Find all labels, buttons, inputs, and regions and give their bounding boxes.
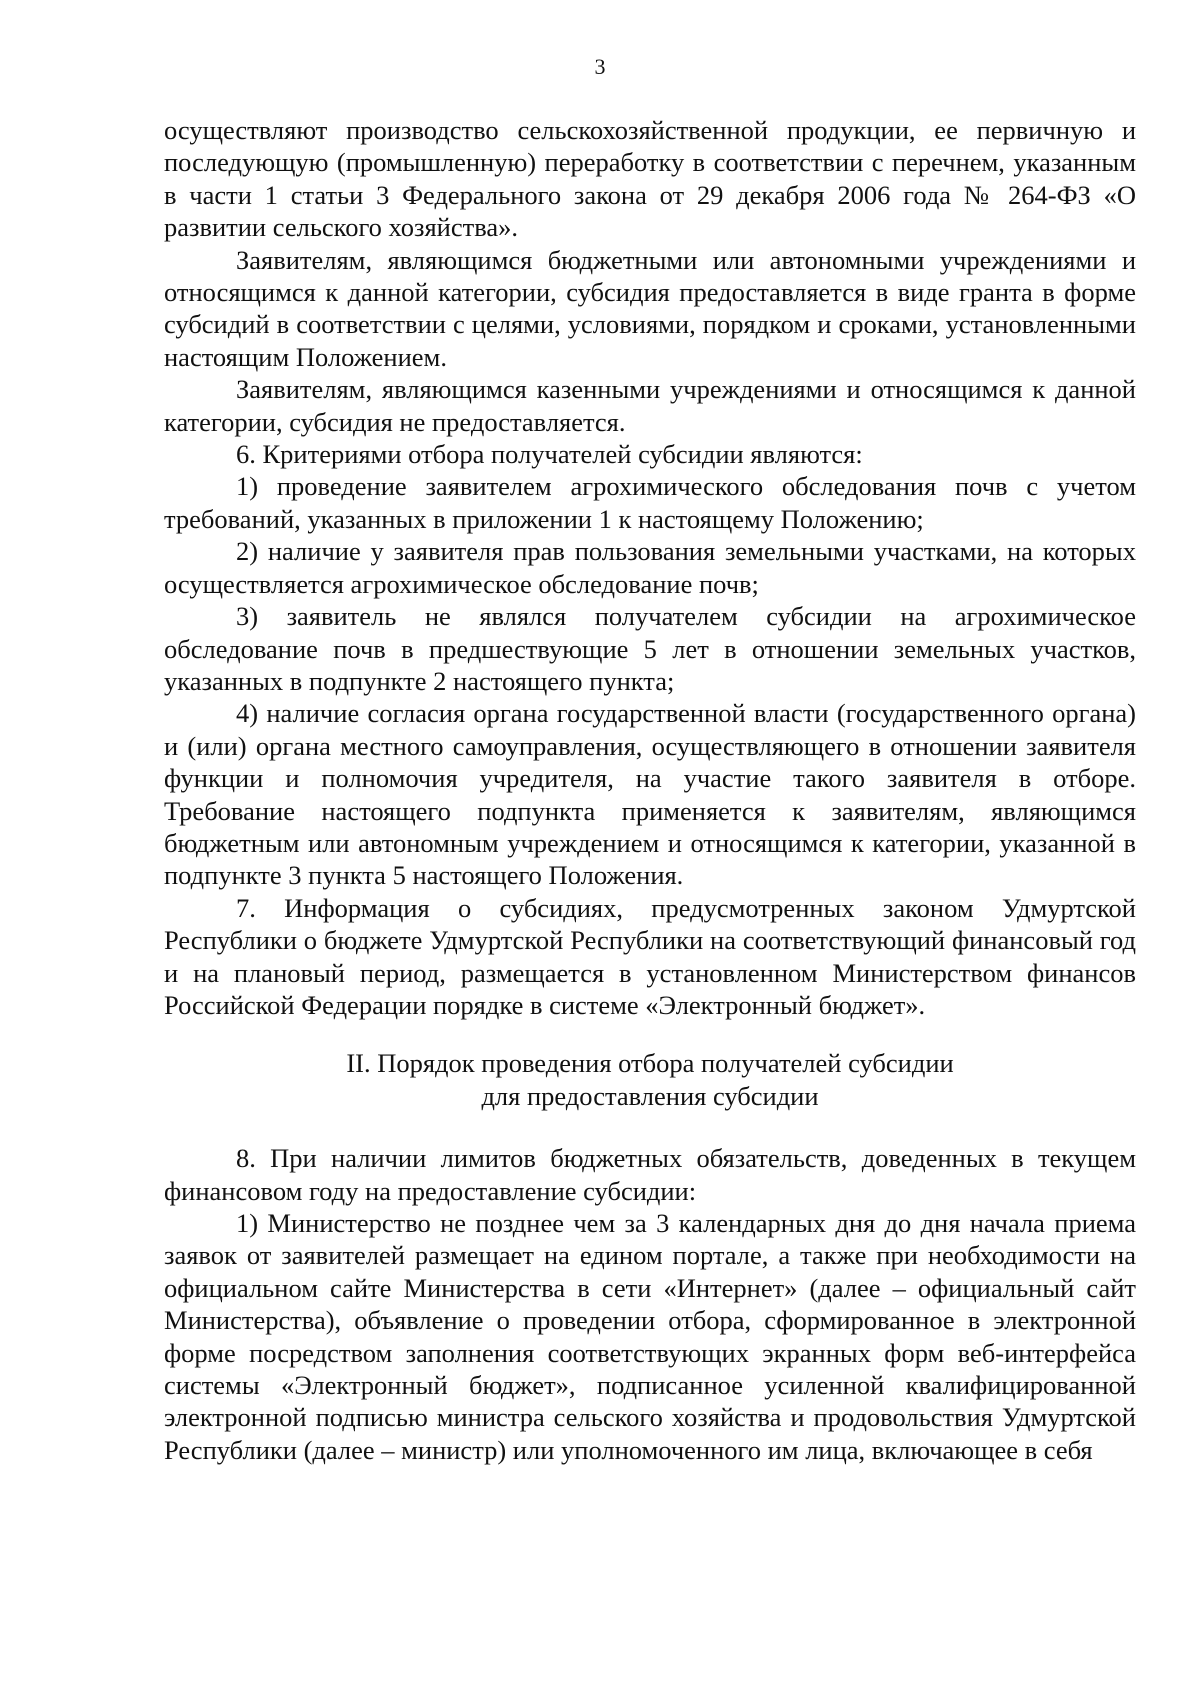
paragraph: Заявителям, являющимся казенными учреждениями и относящимся к данной категории, субсидия не предоставляется. [164,374,1136,437]
page-number: 3 [594,54,606,79]
paragraph: 7. Информация о субсидиях, предусмотренных законом Удмуртской Республики о бюджете Удмуртской Республики на соответствующий финансовый год и на плановый период, размещается в установленном Министерством финансов Российской Федерации порядке в системе «Электронный бюджет». [164,892,1136,1020]
paragraph: 6. Критериями отбора получателей субсидии являются: [236,439,863,470]
paragraph: 3) заявитель не являлся получателем субсидии на агрохимическое обследование почв в предшествующие 5 лет в отношении земельных участков, указанных в подпункте 2 настоящего пункта; [164,601,1136,696]
paragraph: 8. При наличии лимитов бюджетных обязательств, доведенных в текущем финансовом году на предоставление субсидии: [164,1143,1136,1206]
paragraph: 1) проведение заявителем агрохимического обследования почв с учетом требований, указанных в приложении 1 к настоящему Положению; [164,471,1136,534]
section-heading-line: II. Порядок проведения отбора получателей субсидии [346,1048,954,1079]
paragraph: 1) Министерство не позднее чем за 3 календарных дня до дня начала приема заявок от заявителей размещает на едином портале, а также при необходимости на официальном сайте Министерства в сети «Интернет» (далее – официальный сайт Министерства), объявление о проведении отбора, сформированное в электронной форме посредством заполнения соответствующих экранных форм веб-интерфейса системы «Электронный бюджет», подписанное усиленной квалифицированной электронной подписью министра сельского хозяйства и продовольствия Удмуртской Республики (далее – министр) или уполномоченного им лица, включающее в себя [164,1208,1136,1465]
paragraph: Заявителям, являющимся бюджетными или автономными учреждениями и относящимся к данной категории, субсидия предоставляется в виде гранта в форме субсидий в соответствии с целями, условиями, порядком и сроками, установленными настоящим Положением. [164,244,1136,372]
paragraph: 2) наличие у заявителя прав пользования земельными участками, на которых осуществляется агрохимическое обследование почв; [164,536,1136,599]
section-heading [164,1047,1136,1112]
paragraph: осуществляют производство сельскохозяйственной продукции, ее первичную и последующую (промышленную) переработку в соответствии с перечнем, указанным в части 1 статьи 3 Федерального закона от 29 декабря 2006 года № 264-ФЗ «О развитии сельского хозяйства». [164,115,1136,243]
section-heading-line: для предоставления субсидии [481,1080,819,1111]
document-body [164,114,1136,1466]
paragraph: 4) наличие согласия органа государственной власти (государственного органа) и (или) органа местного самоуправления, осуществляющего в отношении заявителя функции и полномочия учредителя, на участие такого заявителя в отборе. Требование настоящего подпункта применяется к заявителям, являющимся бюджетным или автономным учреждением и относящимся к категории, указанной в подпункте 3 пункта 5 настоящего Положения. [164,698,1136,891]
